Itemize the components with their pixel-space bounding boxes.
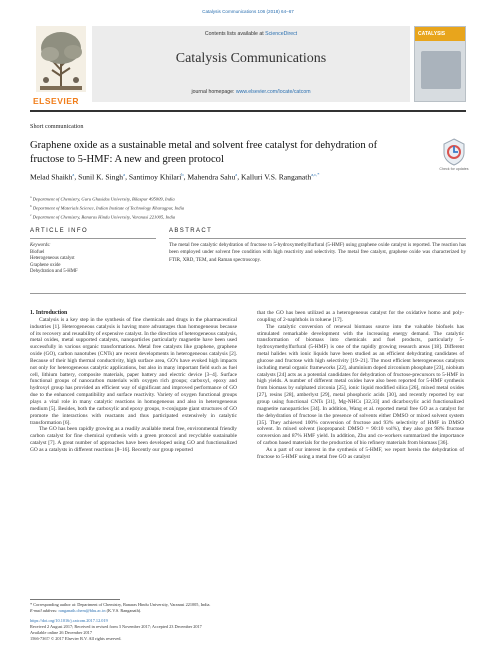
abstract-rule bbox=[169, 238, 466, 239]
author-affil-marker: b bbox=[181, 172, 184, 177]
cover-artwork bbox=[421, 51, 461, 89]
paper-title: Graphene oxide as a sustainable metal and solvent free catalyst for dehydration of fructose to 5-HMF: A new and green protocol bbox=[30, 140, 378, 165]
body-paragraph: that the GO has been utilized as a heterogeneous catalyst for the oxidative homo and poly-coupling of 2-naphthols in toluene [17]. bbox=[257, 310, 464, 323]
journal-homepage-line bbox=[92, 89, 410, 95]
publication-info bbox=[30, 618, 466, 642]
affiliation-text: Department of Chemistry, Guru Ghasidas University, Bilaspur 495009, India bbox=[32, 196, 175, 202]
author-name[interactable]: Melad Shaikh bbox=[30, 172, 73, 182]
affiliation-marker: a bbox=[30, 195, 32, 199]
masthead-rule bbox=[30, 110, 466, 112]
author-affil-marker: a,c,* bbox=[311, 172, 320, 177]
journal-banner bbox=[92, 26, 410, 102]
homepage-prefix: journal homepage: bbox=[191, 89, 236, 95]
body-paragraph: The GO has been rapidly growing as a readily available metal free, environmental friendly carbon catalyst for fine chemical synthesis with a green protocol and recyclable sustainable catalyst [7]. A great number of approaches have been developed using GO and functionalized GO as a catalysts in different reactions [8–16]. Recently our group reported bbox=[30, 426, 237, 453]
email-suffix: (K.V.S. Ranganath). bbox=[105, 607, 142, 613]
author-name[interactable]: Mahendra Sahu bbox=[187, 172, 236, 182]
keyword-item: Dehydration and 5-HMF bbox=[30, 268, 78, 274]
body-column-left bbox=[30, 310, 237, 454]
keywords-label: Keywords: bbox=[30, 243, 51, 248]
keyword-item: Graphene oxide bbox=[30, 262, 61, 268]
author-affil-marker: a bbox=[123, 172, 126, 177]
email-line bbox=[30, 608, 466, 614]
received-dates: Received 2 August 2017; Received in revised form 3 November 2017; Accepted 23 December 2017 bbox=[30, 624, 202, 629]
affiliation-text: Department of Chemistry, Banaras Hindu University, Varanasi 221005, India bbox=[32, 214, 176, 220]
article-info-rule bbox=[30, 238, 156, 239]
journal-name: Catalysis Communications bbox=[175, 51, 327, 66]
footnote-rule bbox=[30, 599, 120, 600]
keyword-item: Heterogeneous catalyst bbox=[30, 256, 75, 262]
available-online: Available online 26 December 2017 bbox=[30, 630, 92, 635]
affiliation-item bbox=[30, 212, 466, 221]
masthead bbox=[30, 22, 466, 107]
affiliation-marker: c bbox=[30, 213, 32, 218]
author-name[interactable]: Kalluri V.S. Ranganath bbox=[241, 172, 312, 182]
check-for-updates-icon[interactable] bbox=[442, 138, 466, 166]
abstract-heading: ABSTRACT bbox=[169, 228, 213, 234]
running-header[interactable]: Catalysis Communications 106 (2018) 64–67 bbox=[202, 9, 294, 14]
cover-title: CATALYSIS bbox=[418, 31, 446, 37]
sciencedirect-link[interactable]: ScienceDirect bbox=[265, 31, 298, 37]
contents-available-line bbox=[92, 31, 410, 37]
keyword-list bbox=[30, 250, 78, 275]
corresponding-author-text: * Corresponding author at: Department of Chemistry, Banaras Hindu University, Varanasi 221005, India. bbox=[30, 602, 211, 607]
body-paragraph: Catalysis is a key step in the synthesis of fine chemicals and drugs in the pharmaceutical industries [1]. Heterogeneous catalysis is having more advantages than homogeneous because of its recovery and reusability of expensive catalyst. In the direction of heterogeneous catalysis, metal oxides, metal supported catalysts, nanoparticles particularly magnetite have been used successfully in various organic transformations. Metal free catalysts like graphene, graphene oxide (GO), carbon nanotubes (CNTs) are recent developments in heterogeneous catalysis [2]. Because of their high thermal conductivity, high surface area, GO's have evoked high impacts not only for heterogeneous catalytic applications, but also in many important field such as fuel cell, lithium battery, composite materials, paper battery and electric device [3–4]. Surface functional groups of nanocarbon materials with oxygen rich groups; carboxyl, epoxy and hydroxyl group has provided an efficient way of significant and improved performance of GO due to the enhanced compatibility and surface reactivity. Variety of oxygen functional groups plays a vital role in many catalytic reactions in homogeneous and also in heterogeneous medium [5]. Besides, both the carboxylic and epoxy groups, π-conjugate giant structures of GO promote the interactions with reactants and thus participated extensively in catalytic transformation [6]. bbox=[30, 316, 237, 426]
author-name[interactable]: Sunil K. Singh bbox=[78, 172, 124, 182]
introduction-heading: 1. Introduction bbox=[30, 310, 68, 316]
doi-link[interactable]: https://doi.org/10.1016/j.catcom.2017.12.019 bbox=[30, 618, 108, 623]
author-list: Melad Shaikh$^a$, Sunil K. Singh$^a$, Santimoy Khilari$^b$, Mahendra Sahu$^a$, Kalluri V.S. Ranganath$^{a,c,*}$ bbox=[30, 172, 320, 182]
journal-homepage-link[interactable]: www.elsevier.com/locate/catcom bbox=[235, 89, 311, 95]
body-paragraph: The catalytic conversion of renewal biomass source into the valuable biofuels has stimulated remarkable development with the increasing energy demand. The catalytic transformation of biomass into chemicals and fuel products, particularly 5-hydroxymethylfurfural (5-HMF) is one of the rapidly growing research areas [18]. Different metal halides with ionic liquids have been studied as an efficient dehydrating candidates of glucose and fructose with high selectivity [19–21]. The most efficient heterogeneous catalysts including metal organic frameworks [22], aluminium doped zirconium phosphate [23], niobium catalysts [24] acts as a potential candidates for dehydration of fructose-precursors to 5-HMF in high yields. A number of different metal oxides have also been reported for 5-HMF synthesis from biomass by sulphated zirconia [25], ionic liquid modified silica [26], mixed metal oxides [27], resins [28], amberlyst [29], metal phosphoric acids [30], and recently reported by our group using functional CNTs [31], Mg-NHCs [32,33] and dicarboxylic acid functionalized magnetite nanoparticles [34]. In addition, Wang et al. reported metal free GO as a catalyst for the dehydration of fructose in the presence of solvents either DMSO or mixed solvent system [35]. They achieved 100% conversion of fructose and 93% selectivity of HMF in DMSO solvent. In mixed solvent (isopropanol: DMSO = 90:10 vol%), they also got 98% fructose conversion and 87% HMF yield. In addition, Zhu and co-workers summarized the importance of carbon based materials for the production of bio refinery materials from biomass [36]. bbox=[257, 323, 464, 447]
check-for-updates-label[interactable]: Check for updates bbox=[439, 167, 469, 171]
abstract-bottom-rule bbox=[30, 293, 466, 294]
elsevier-tree-logo bbox=[30, 22, 92, 106]
email-link[interactable]: ranganath.chem@bhu.ac.in bbox=[58, 607, 106, 613]
email-label: E-mail address: bbox=[30, 607, 59, 613]
author-affil-marker: a bbox=[235, 172, 238, 177]
issn-copyright: 1566-7367/ © 2017 Elsevier B.V. All rights reserved. bbox=[30, 636, 122, 641]
affiliation-text: Department of Materials Science, Indian Institute of Technology Kharagpur, India bbox=[32, 205, 185, 211]
abstract-text: The metal free catalytic dehydration of fructose to 5-hydroxymethylfurfural (5-HMF) using graphene oxide catalyst is reported. The reaction has been employed under solvent free condition with high reactivity and selectivity. The metal free catalyst, graphene oxide was characterized by FTIR, XRD, TEM, and Raman spectroscopy. bbox=[169, 242, 466, 263]
author-name[interactable]: Santimoy Khilari bbox=[128, 172, 182, 182]
body-paragraph: As a part of our interest in the synthesis of 5-HMF, we report herein the dehydration of fructose to 5-HMF using a metal free GO as catalyst bbox=[257, 446, 464, 460]
affiliation-list bbox=[30, 194, 466, 221]
keyword-item: Biofuel bbox=[30, 250, 45, 255]
corresponding-author-footnote bbox=[30, 602, 466, 614]
affiliation-item bbox=[30, 194, 466, 203]
publisher-wordmark: ELSEVIER bbox=[33, 96, 80, 106]
journal-cover-thumbnail bbox=[414, 26, 466, 102]
article-type: Short communication bbox=[30, 123, 84, 130]
body-column-right bbox=[257, 310, 464, 461]
affiliation-marker: b bbox=[30, 204, 32, 209]
contents-prefix: Contents lists available at bbox=[204, 31, 266, 37]
affiliation-item bbox=[30, 203, 466, 212]
author-affil-marker: a bbox=[72, 172, 75, 177]
article-info-heading: ARTICLE INFO bbox=[30, 228, 89, 234]
